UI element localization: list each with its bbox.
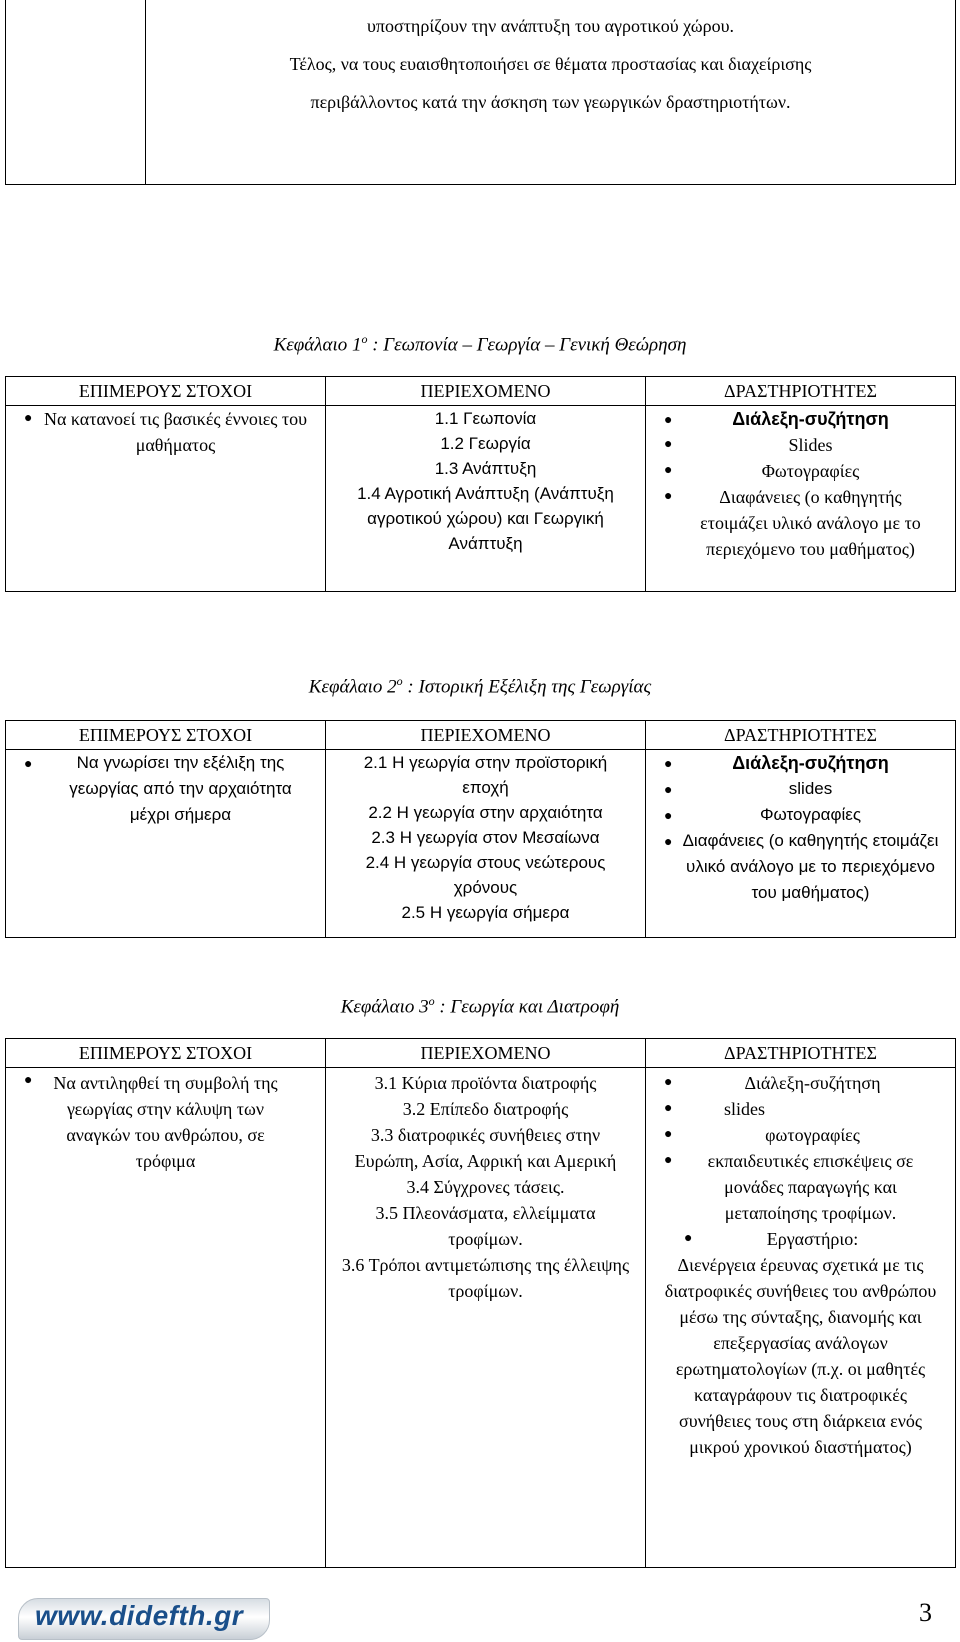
- content-item: 1.3 Ανάπτυξη: [434, 459, 537, 478]
- content-cell: [326, 750, 646, 938]
- activities-cell: [646, 406, 956, 592]
- bullet-icon: ●: [664, 807, 673, 823]
- content-item: 2.3 Η γεωργία στον Μεσαίωνα: [371, 828, 600, 847]
- goal-item: [10, 750, 321, 828]
- chapter-3-title-sup: ο: [428, 994, 435, 1008]
- header-activities: ΔΡΑΣΤΗΡΙΟΤΗΤΕΣ: [646, 1039, 956, 1068]
- activity-item: [650, 1122, 951, 1148]
- didefth-logo: [18, 1598, 270, 1640]
- activity-text: slides: [788, 779, 833, 798]
- content-item: 1.1 Γεωπονία: [434, 409, 537, 428]
- chapter-2-title-suffix: : Ιστορική Εξέλιξη της Γεωργίας: [402, 676, 652, 698]
- activity-text: Διάλεξη-συζήτηση: [732, 409, 889, 429]
- intro-line-1: υποστηρίζουν την ανάπτυξη του αγροτικού χώρου.: [367, 16, 734, 36]
- activity-item: [650, 406, 951, 432]
- goals-cell: [6, 1068, 326, 1568]
- chapter-3-title-prefix: Κεφάλαιο 3: [340, 996, 429, 1018]
- header-content: ΠΕΡΙΕΧΟΜΕΝΟ: [326, 721, 646, 750]
- chapter-2-title: [0, 668, 960, 700]
- intro-line-3: περιβάλλοντος κατά την άσκηση των γεωργικών δραστηριοτήτων.: [310, 92, 791, 112]
- bullet-icon: ●: [24, 1073, 33, 1088]
- header-content: ΠΕΡΙΕΧΟΜΕΝΟ: [326, 1039, 646, 1068]
- chapter-1-table: [5, 376, 956, 592]
- activity-text: Φωτογραφίες: [759, 805, 862, 824]
- activity-item: [650, 484, 951, 562]
- bullet-icon: ●: [664, 1101, 673, 1116]
- content-cell: [326, 406, 646, 592]
- goal-text: Να αντιληφθεί τη συμβολή της γεωργίας στην κάλυψη των αναγκών του ανθρώπου, σε τρόφιμα: [53, 1073, 278, 1171]
- content-item: 1.4 Αγροτική Ανάπτυξη (Ανάπτυξη αγροτικού χώρου) και Γεωργική Ανάπτυξη: [357, 484, 614, 553]
- content-item: 2.2 Η γεωργία στην αρχαιότητα: [368, 803, 603, 822]
- activity-item: [650, 1096, 951, 1122]
- chapter-1-title: [0, 326, 960, 358]
- chapter-1-title-sup: ο: [361, 332, 368, 346]
- chapter-1-title-suffix: : Γεωπονία – Γεωργία – Γενική Θεώρηση: [367, 334, 687, 356]
- chapter-2-title-sup: ο: [396, 674, 403, 688]
- activity-extra-text: Διενέργεια έρευνας σχετικά με τις διατροφικές συνήθειες του ανθρώπου μέσω της σύνταξης, διανομής και επεξεργασίας ανάλογων ερωτηματολογίων (π.χ. οι μαθητές καταγράφουν τις διατροφικές συνήθειες τους στη διάρκεια ενός μικρού χρονικού διαστήματος): [664, 1255, 937, 1457]
- bullet-icon: ●: [684, 1231, 693, 1246]
- activity-item: [650, 802, 951, 828]
- content-item: 3.3 διατροφικές συνήθειες στην Ευρώπη, Ασία, Αφρική και Αμερική: [354, 1125, 617, 1171]
- content-item: 3.4 Σύγχρονες τάσεις.: [406, 1177, 565, 1197]
- bullet-icon: ●: [664, 1127, 673, 1142]
- activity-text: Εργαστήριο:: [766, 1229, 859, 1249]
- activity-text: Διαφάνειες (ο καθηγητής ετοιμάζει υλικό ανάλογο με το περιεχόμενο του μαθήματος): [700, 487, 921, 559]
- content-item: 1.2 Γεωργία: [440, 434, 531, 453]
- chapter-3-table: [5, 1038, 956, 1568]
- header-goals: ΕΠΙΜΕΡΟΥΣ ΣΤΟΧΟΙ: [6, 721, 326, 750]
- intro-table-left-cell: [6, 0, 146, 185]
- logo-text: www.didefth.gr: [35, 1600, 244, 1631]
- activity-item: [650, 1070, 951, 1096]
- content-cell: [326, 1068, 646, 1568]
- bullet-icon: ●: [664, 755, 673, 771]
- activity-item: [650, 458, 951, 484]
- bullet-icon: ●: [664, 463, 673, 478]
- activity-text: Slides: [788, 435, 833, 455]
- chapter-2-title-prefix: Κεφάλαιο 2: [308, 676, 397, 698]
- activity-text: Διαφάνειες (ο καθηγητής ετοιμάζει υλικό ανάλογο με το περιεχόμενο του μαθήματος): [682, 831, 939, 902]
- activity-item: [650, 828, 951, 906]
- content-item: 3.2 Επίπεδο διατροφής: [402, 1099, 569, 1119]
- header-goals: ΕΠΙΜΕΡΟΥΣ ΣΤΟΧΟΙ: [6, 1039, 326, 1068]
- header-content: ΠΕΡΙΕΧΟΜΕΝΟ: [326, 377, 646, 406]
- bullet-icon: ●: [664, 781, 673, 797]
- header-goals: ΕΠΙΜΕΡΟΥΣ ΣΤΟΧΟΙ: [6, 377, 326, 406]
- page-number: 3: [919, 1598, 932, 1627]
- activities-cell: [646, 750, 956, 938]
- goal-item: [10, 406, 321, 458]
- content-item: 2.4 Η γεωργία στους νεώτερους χρόνους: [365, 853, 606, 897]
- bullet-icon: ●: [664, 411, 673, 427]
- activity-text: Φωτογραφίες: [761, 461, 860, 481]
- chapter-1-title-prefix: Κεφάλαιο 1: [273, 334, 362, 356]
- goals-cell: [6, 406, 326, 592]
- chapter-2-table: [5, 720, 956, 938]
- activities-cell: [646, 1068, 956, 1568]
- intro-line-2: Τέλος, να τους ευαισθητοποιήσει σε θέματα προστασίας και διαχείρισης: [289, 54, 812, 74]
- goal-text: Να γνωρίσει την εξέλιξη της γεωργίας από την αρχαιότητα μέχρι σήμερα: [69, 753, 292, 824]
- activity-text: slides: [724, 1099, 766, 1119]
- activity-item: [650, 1148, 951, 1226]
- bullet-icon: ●: [664, 1153, 673, 1168]
- content-item: 3.6 Τρόποι αντιμετώπισης της έλλειψης τροφίμων.: [341, 1255, 630, 1301]
- content-item: 2.1 Η γεωργία στην προϊστορική εποχή: [363, 753, 608, 797]
- activity-text: φωτογραφίες: [765, 1125, 860, 1145]
- activity-text: εκπαιδευτικές επισκέψεις σε μονάδες παραγωγής και μεταποίησης τροφίμων.: [707, 1151, 914, 1223]
- content-item: 2.5 Η γεωργία σήμερα: [401, 903, 570, 922]
- bullet-icon: ●: [24, 755, 33, 771]
- content-item: 3.5 Πλεονάσματα, ελλείμματα τροφίμων.: [375, 1203, 596, 1249]
- intro-table: [5, 0, 956, 185]
- intro-table-text-cell: [146, 0, 956, 185]
- bullet-icon: ●: [664, 489, 673, 504]
- activity-item: [650, 776, 951, 802]
- header-activities: ΔΡΑΣΤΗΡΙΟΤΗΤΕΣ: [646, 377, 956, 406]
- activity-item: [650, 750, 951, 776]
- header-activities: ΔΡΑΣΤΗΡΙΟΤΗΤΕΣ: [646, 721, 956, 750]
- goals-cell: [6, 750, 326, 938]
- activity-item: [650, 432, 951, 458]
- chapter-3-title-suffix: : Γεωργία και Διατροφή: [434, 996, 620, 1018]
- content-item: 3.1 Κύρια προϊόντα διατροφής: [374, 1073, 597, 1093]
- goal-item: [10, 1068, 321, 1174]
- bullet-icon: ●: [664, 833, 673, 849]
- activity-text: Διάλεξη-συζήτηση: [732, 753, 889, 773]
- activity-text: Διάλεξη-συζήτηση: [744, 1073, 881, 1093]
- bullet-icon: ●: [664, 1075, 673, 1090]
- bullet-icon: ●: [24, 411, 33, 426]
- bullet-icon: ●: [664, 437, 673, 452]
- activity-item: [650, 1226, 951, 1252]
- goal-text: Να κατανοεί τις βασικές έννοιες του μαθήματος: [43, 409, 308, 455]
- chapter-3-title: [0, 988, 960, 1020]
